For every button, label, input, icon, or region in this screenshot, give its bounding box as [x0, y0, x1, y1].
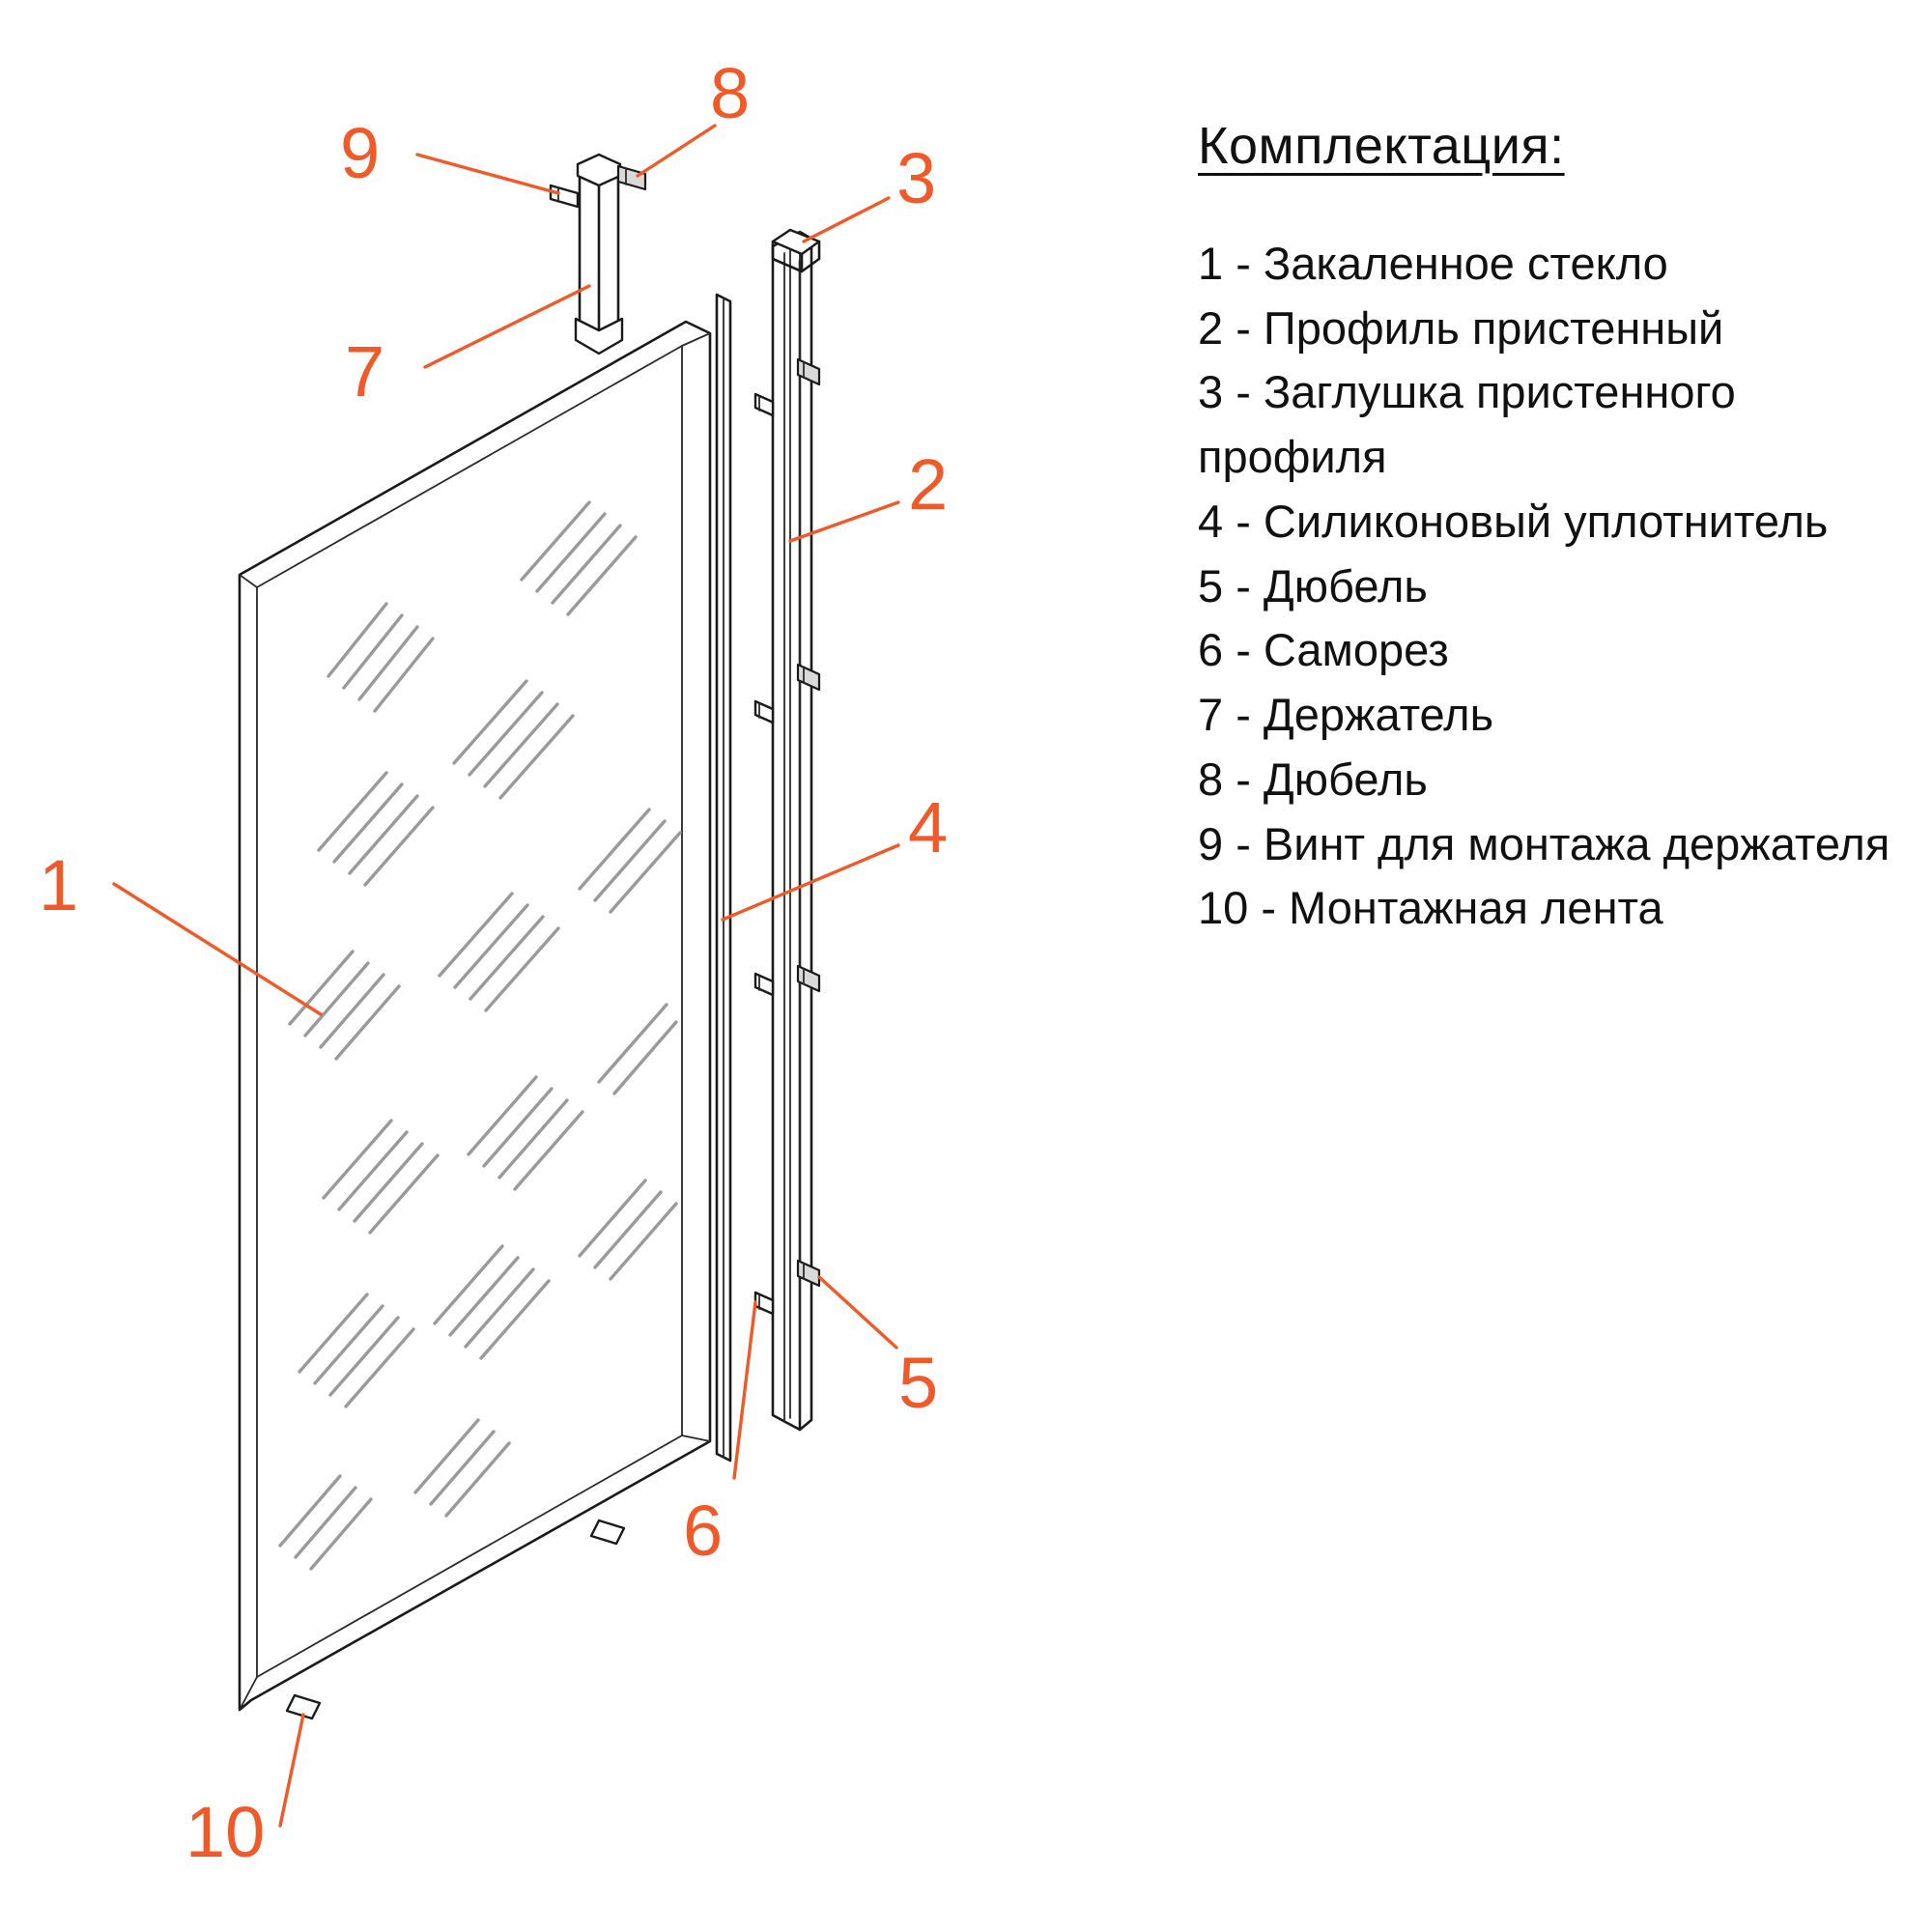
leader-3 [804, 198, 889, 242]
holder-screw [551, 185, 578, 207]
legend-item-5: 5 - Дюбель [1198, 559, 1428, 611]
legend-item-10: 10 - Монтажная лента [1198, 882, 1663, 934]
legend-item-3: 3 - Заглушка пристенного профиля [1198, 366, 1736, 483]
silicone-seal [717, 295, 730, 1461]
leader-9 [417, 155, 558, 193]
leader-10 [280, 1715, 303, 1826]
screw [755, 1293, 773, 1314]
legend-item-1: 1 - Закаленное стекло [1198, 238, 1668, 289]
callout-3: 3 [896, 138, 937, 218]
legend-item-2: 2 - Профиль пристенный [1198, 301, 1724, 354]
leader-2 [790, 502, 898, 541]
callout-5: 5 [898, 1343, 939, 1423]
callout-8: 8 [710, 53, 751, 133]
callout-4: 4 [908, 787, 949, 867]
screw-group [755, 394, 773, 1314]
legend-item-4: 4 - Силиконовый уплотнитель [1198, 495, 1829, 547]
legend-item-9: 9 - Винт для монтажа держателя [1198, 817, 1890, 869]
holder-dowel [618, 166, 645, 189]
wall-profile [773, 232, 811, 1430]
glass-panel [240, 322, 710, 1710]
legend-title: Комплектация: [1198, 117, 1565, 175]
leader-6 [734, 1302, 755, 1478]
leader-8 [638, 126, 715, 176]
callout-9: 9 [340, 113, 381, 193]
callout-2: 2 [908, 444, 949, 525]
leader-5 [819, 1277, 896, 1348]
holder [576, 155, 622, 354]
screw [755, 701, 773, 723]
callout-10: 10 [185, 1792, 266, 1872]
screw [755, 974, 773, 995]
callout-1: 1 [39, 845, 79, 925]
screw [755, 394, 773, 415]
legend-item-6: 6 - Саморез [1198, 624, 1449, 676]
parts-legend [1198, 116, 1893, 941]
legend-item-7: 7 - Держатель [1198, 689, 1494, 741]
leader-7 [425, 286, 589, 367]
callout-6: 6 [683, 1491, 724, 1571]
callout-7: 7 [345, 331, 385, 412]
legend-list [1198, 232, 1893, 941]
legend-item-8: 8 - Дюбель [1198, 753, 1428, 805]
